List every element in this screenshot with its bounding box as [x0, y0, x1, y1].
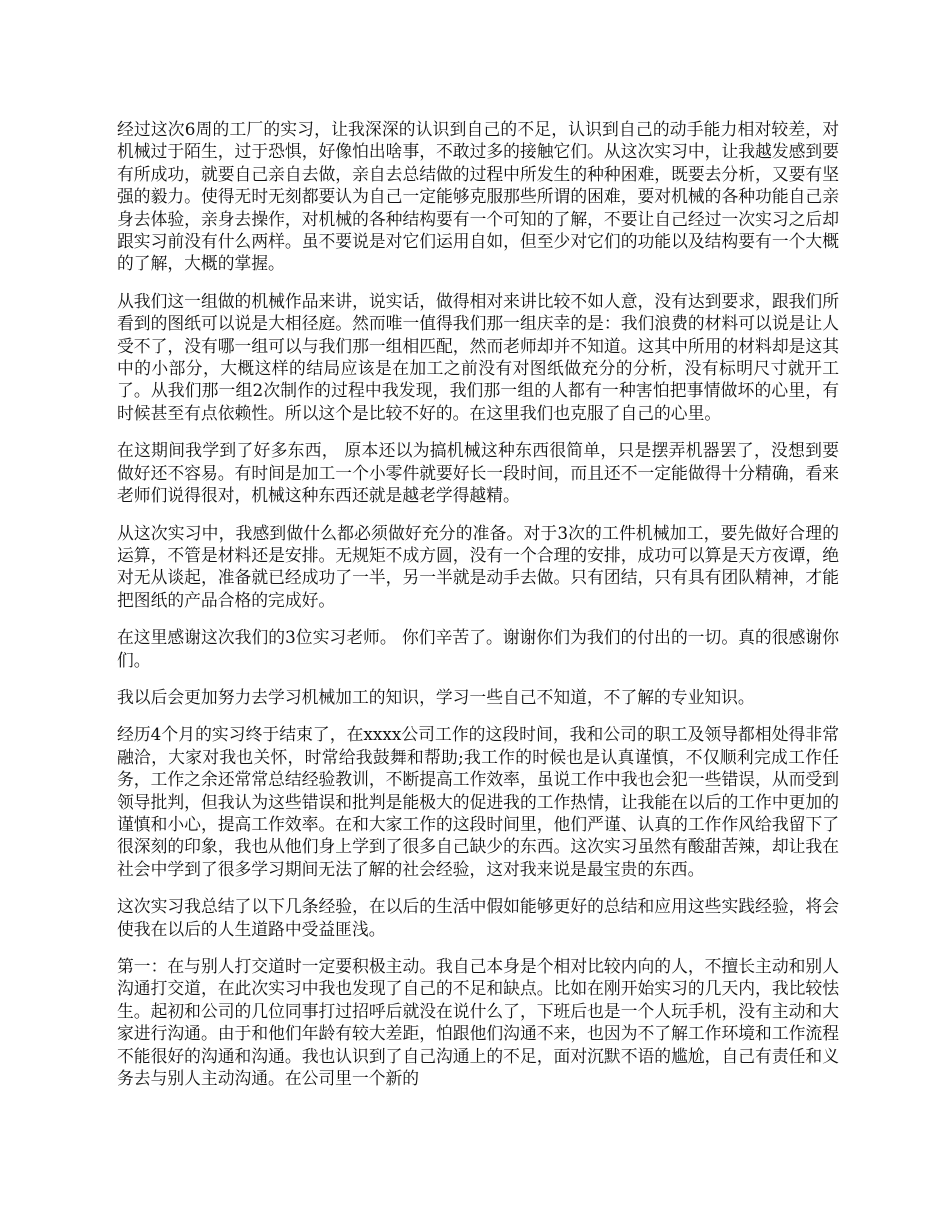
paragraph-1: 经过这次6周的工厂的实习，让我深深的认识到自己的不足，认识到自己的动手能力相对较差，对机械过于陌生，过于恐惧，好像怕出啥事，不敢过多的接触它们。从这次实习中，让我越发感到要有所成功，就要自己亲自去做，亲自去总结做的过程中所发生的种种困难，既要去分析，又要有坚强的毅力。使得无时无刻都要认为自己一定能够克服那些所谓的困难，要对机械的各种功能自己亲身去体验，亲身去操作，对机械的各种结构要有一个可知的了解，不要让自己经过一次实习之后却跟实习前没有什么两样。虽不要说是对它们运用自如，但至少对它们的功能以及结构要有一个大概的了解，大概的掌握。: [117, 119, 839, 274]
paragraph-7: 经历4个月的实习终于结束了，在xxxx公司工作的这段时间，我和公司的职工及领导都相处得非常融洽，大家对我也关怀，时常给我鼓舞和帮助;我工作的时候也是认真谨慎，不仅顺利完成工作任务，工作之余还常常总结经验教训，不断提高工作效率，虽说工作中我也会犯一些错误，从而受到领导批判，但我认为这些错误和批判是能极大的促进我的工作热情，让我能在以后的工作中更加的谨慎和小心，提高工作效率。在和大家工作的这段时间里，他们严谨、认真的工作作风给我留下了很深刻的印象，我也从他们身上学到了很多自己缺少的东西。这次实习虽然有酸甜苦辣，却让我在社会中学到了很多学习期间无法了解的社会经验，这对我来说是最宝贵的东西。: [117, 724, 839, 879]
paragraph-6: 我以后会更加努力去学习机械加工的知识，学习一些自己不知道，不了解的专业知识。: [117, 686, 755, 707]
paragraph-9: 第一：在与别人打交道时一定要积极主动。我自己本身是个相对比较内向的人，不擅长主动和别人沟通打交道，在此次实习中我也发现了自己的不足和缺点。比如在刚开始实习的几天内，我比较怯生。起初和公司的几位同事打过招呼后就没在说什么了，下班后也是一个人玩手机，没有主动和大家进行沟通。由于和他们年龄有较大差距，怕跟他们沟通不来，也因为不了解工作环境和工作流程不能很好的沟通和沟通。我也认识到了自己沟通上的不足，面对沉默不语的尴尬，自己有责任和义务去与别人主动沟通。在公司里一个新的: [117, 956, 839, 1089]
paragraph-8: 这次实习我总结了以下几条经验，在以后的生活中假如能够更好的总结和应用这些实践经验，将会使我在以后的人生道路中受益匪浅。: [117, 896, 839, 939]
document-body: [117, 118, 839, 1104]
paragraph-4: 从这次实习中，我感到做什么都必须做好充分的准备。对于3次的工件机械加工，要先做好合理的运算，不管是材料还是安排。无规矩不成方圆，没有一个合理的安排，成功可以算是天方夜谭，绝对无从谈起，准备就已经成功了一半，另一半就是动手去做。只有团结，只有具有团队精神，才能把图纸的产品合格的完成好。: [117, 522, 839, 610]
paragraph-5: 在这里感谢这次我们的3位实习老师。 你们辛苦了。谢谢你们为我们的付出的一切。真的很感谢你们。: [117, 627, 839, 670]
paragraph-3: 在这期间我学到了好多东西， 原本还以为搞机械这种东西很简单，只是摆弄机器罢了，没想到要做好还不容易。有时间是加工一个小零件就要好长一段时间，而且还不一定能做得十分精确，看来老师们说得很对，机械这种东西还就是越老学得越精。: [117, 440, 839, 506]
paragraph-2: 从我们这一组做的机械作品来讲，说实话，做得相对来讲比较不如人意，没有达到要求，跟我们所看到的图纸可以说是大相径庭。然而唯一值得我们那一组庆幸的是：我们浪费的材料可以说是让人受不了，没有哪一组可以与我们那一组相匹配，然而老师却并不知道。这其中所用的材料却是这其中的小部分，大概这样的结局应该是在加工之前没有对图纸做充分的分析，没有标明尺寸就开工了。从我们那一组2次制作的过程中我发现，我们那一组的人都有一种害怕把事情做坏的心里，有时候甚至有点依赖性。所以这个是比较不好的。在这里我们也克服了自己的心里。: [117, 290, 839, 423]
